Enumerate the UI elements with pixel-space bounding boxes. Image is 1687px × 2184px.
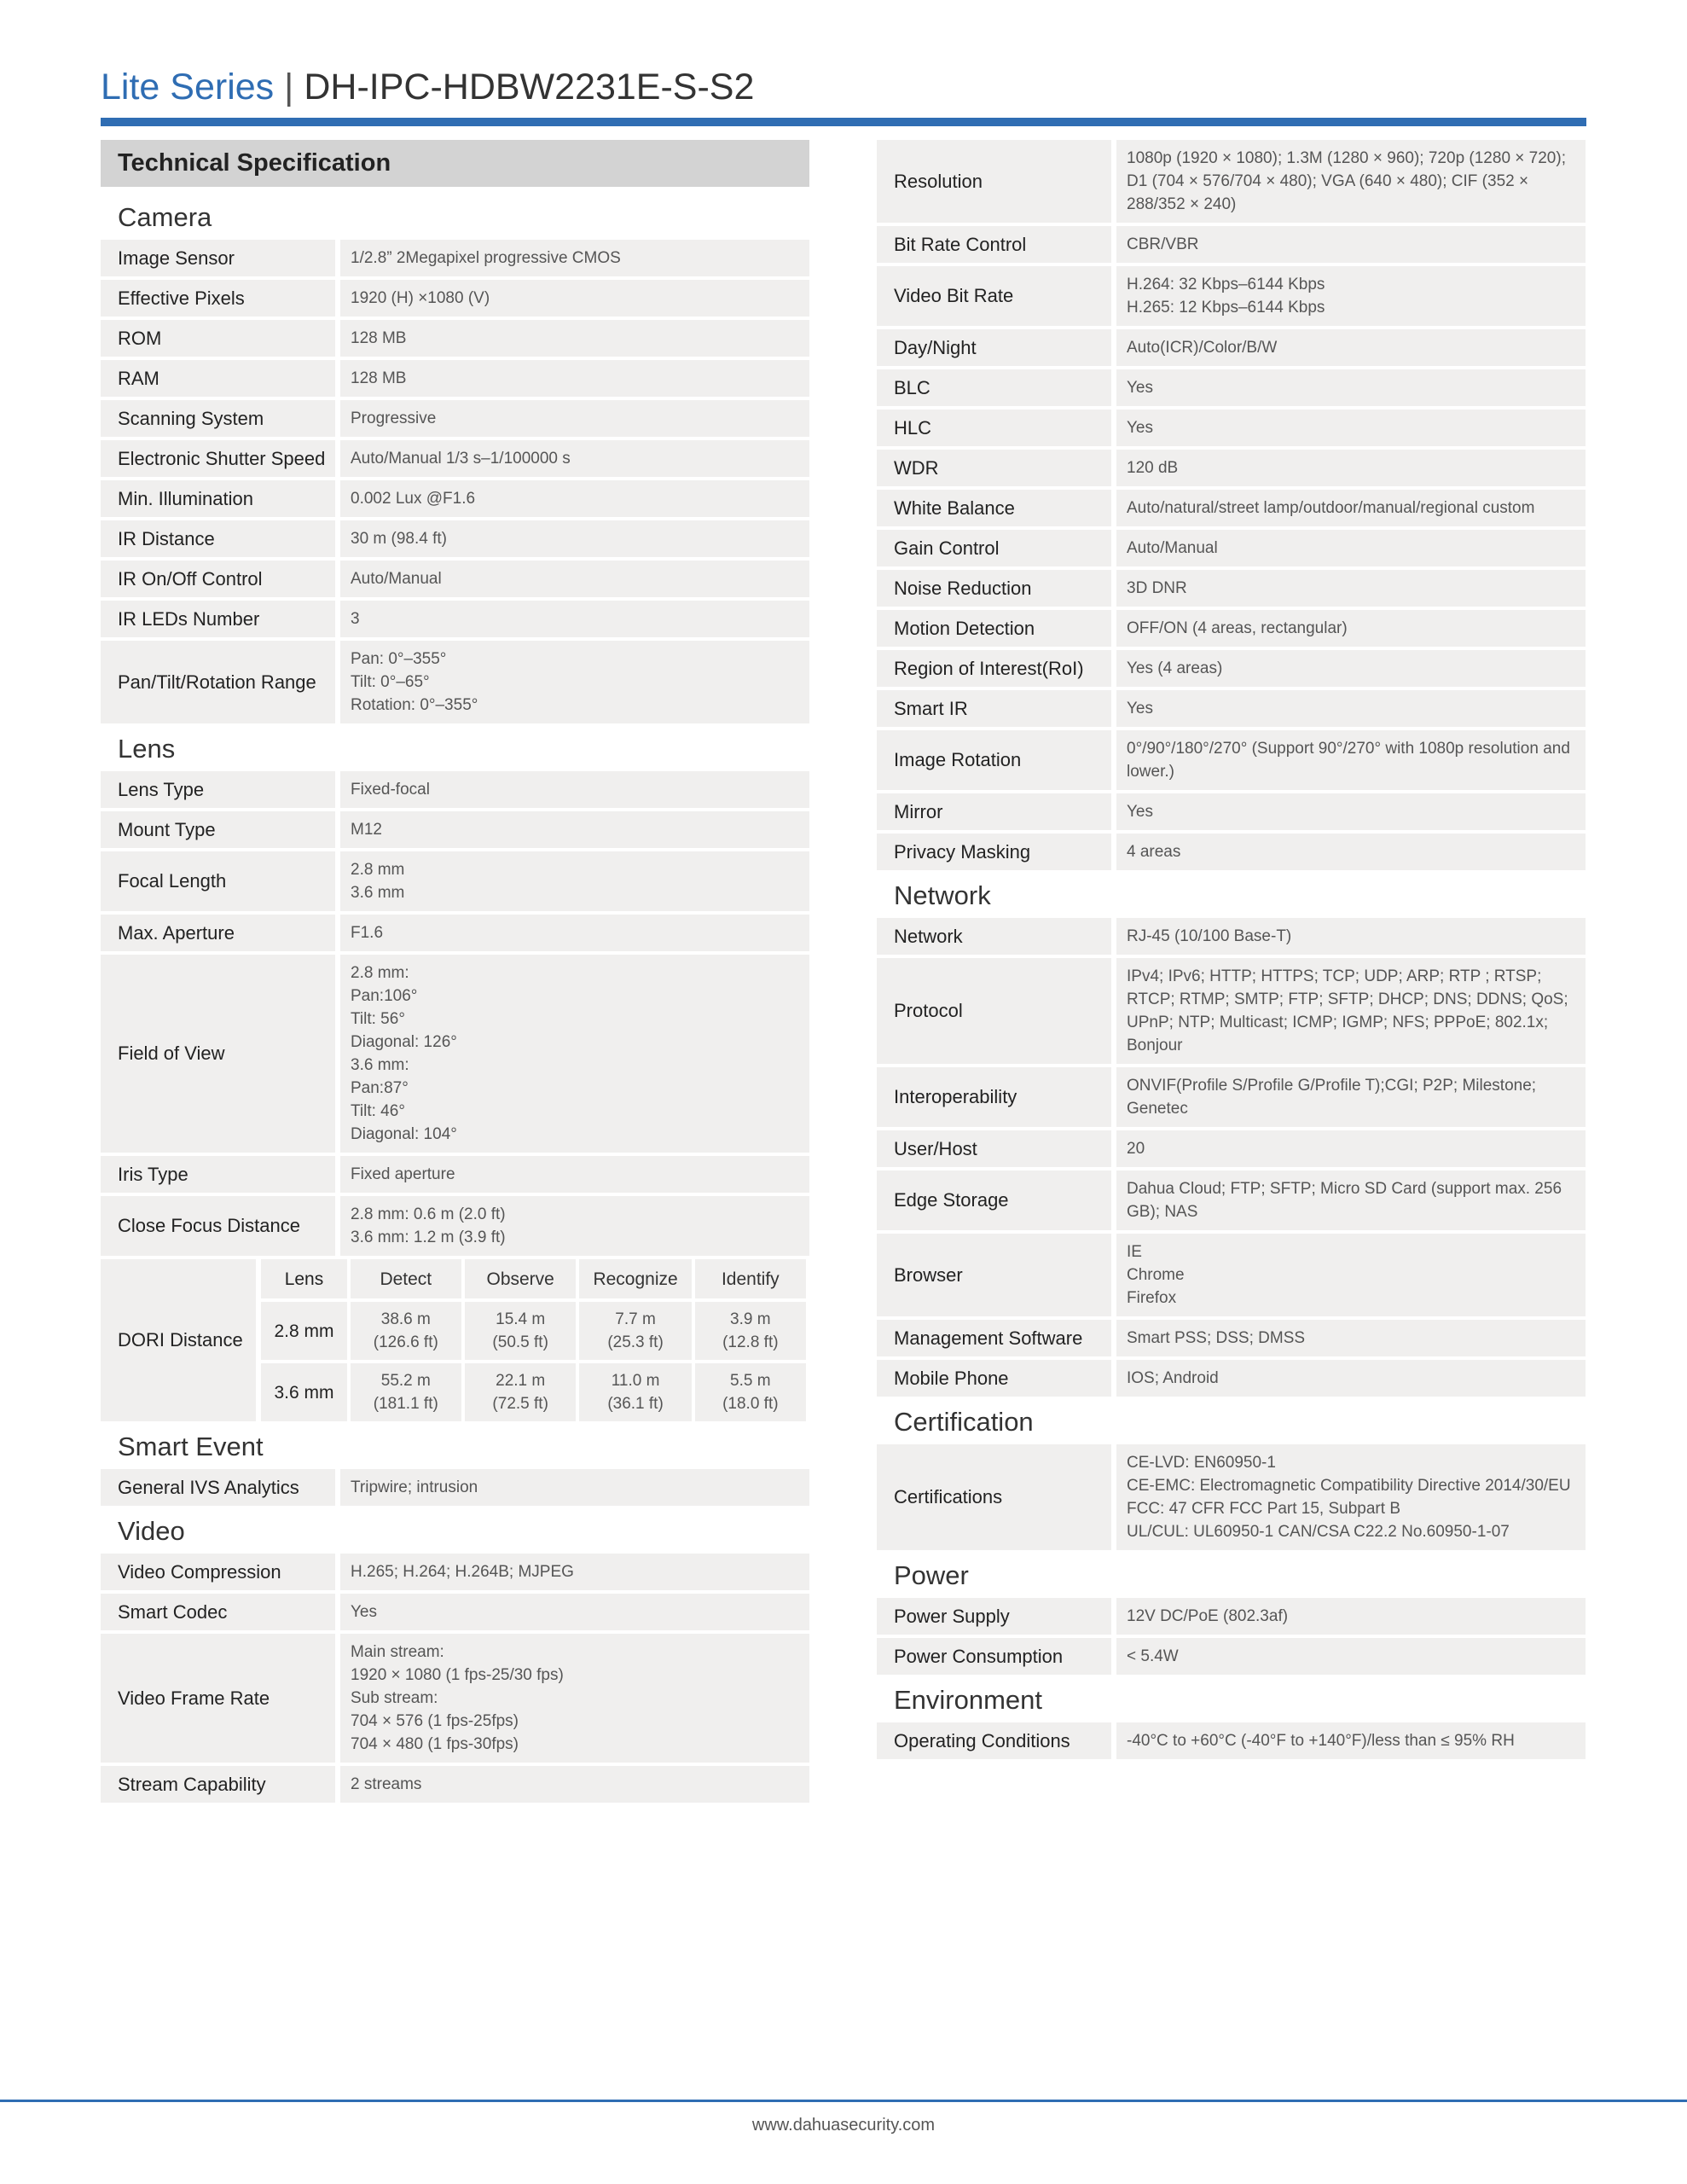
- spec-value: 2.8 mm 3.6 mm: [340, 851, 809, 911]
- spec-value: Smart PSS; DSS; DMSS: [1116, 1320, 1586, 1356]
- spec-value: Auto/natural/street lamp/outdoor/manual/regional custom: [1116, 490, 1586, 526]
- spec-value: Yes: [1116, 369, 1586, 406]
- dori-lens-header: Lens: [261, 1259, 347, 1298]
- spec-value: 1/2.8” 2Megapixel progressive CMOS: [340, 240, 809, 276]
- section-environment: Environment: [894, 1685, 1043, 1715]
- spec-value: Auto/Manual: [340, 561, 809, 597]
- spec-label: Bit Rate Control: [877, 226, 1111, 263]
- spec-value: 128 MB: [340, 360, 809, 397]
- dori-cell: 55.2 m (181.1 ft): [351, 1360, 461, 1421]
- spec-row-image-rotation: [877, 730, 1586, 790]
- dori-cell: 22.1 m (72.5 ft): [465, 1360, 577, 1421]
- spec-label: Network: [877, 918, 1111, 955]
- spec-row-network: [877, 918, 1586, 955]
- spec-label: Interoperability: [877, 1067, 1111, 1127]
- document-header: [101, 67, 754, 118]
- spec-label: Pan/Tilt/Rotation Range: [101, 641, 335, 723]
- spec-value: CE-LVD: EN60950-1 CE-EMC: Electromagnetic Compatibility Directive 2014/30/EU FCC: 47 CFR FCC Part 15, Subpart B UL/CUL: UL60950-1 CAN/CSA C22.2 No.60950-1-07: [1116, 1444, 1586, 1550]
- spec-value: Auto/Manual 1/3 s–1/100000 s: [340, 440, 809, 477]
- spec-label: Video Compression: [101, 1554, 335, 1590]
- spec-row-edge-storage: [877, 1170, 1586, 1230]
- spec-value: RJ-45 (10/100 Base-T): [1116, 918, 1586, 955]
- footer-url: www.dahuasecurity.com: [751, 2116, 936, 2135]
- header-separator: |: [284, 67, 294, 107]
- spec-row-lens-type: [101, 771, 809, 808]
- spec-value: IE Chrome Firefox: [1116, 1234, 1586, 1316]
- spec-value: IOS; Android: [1116, 1360, 1586, 1397]
- spec-row-white-balance: [877, 490, 1586, 526]
- spec-label: BLC: [877, 369, 1111, 406]
- dori-header-observe: Observe: [465, 1259, 577, 1298]
- spec-row-certifications: [877, 1444, 1586, 1550]
- spec-label: Management Software: [877, 1320, 1111, 1356]
- dori-cell: 3.9 m (12.8 ft): [695, 1298, 806, 1360]
- spec-label: Operating Conditions: [877, 1722, 1111, 1759]
- dori-cell: 7.7 m (25.3 ft): [579, 1298, 691, 1360]
- dori-header-detect: Detect: [351, 1259, 461, 1298]
- spec-row-general-ivs-analytics: [101, 1469, 809, 1506]
- spec-label: RAM: [101, 360, 335, 397]
- spec-label: Power Consumption: [877, 1638, 1111, 1675]
- spec-label: Max. Aperture: [101, 915, 335, 951]
- lens-specs: [101, 771, 809, 1256]
- spec-label: Focal Length: [101, 851, 335, 911]
- dori-label: DORI Distance: [101, 1259, 256, 1421]
- spec-label: Effective Pixels: [101, 280, 335, 317]
- environment-specs: [877, 1722, 1586, 1759]
- spec-row-interoperability: [877, 1067, 1586, 1127]
- spec-value: 0°/90°/180°/270° (Support 90°/270° with 1080p resolution and lower.): [1116, 730, 1586, 790]
- spec-row-ir-distance: [101, 520, 809, 557]
- dori-distance-row: [101, 1259, 809, 1421]
- spec-value: 3D DNR: [1116, 570, 1586, 607]
- spec-label: User/Host: [877, 1130, 1111, 1167]
- spec-row-region-of-interest-roi: [877, 650, 1586, 687]
- spec-row-effective-pixels: [101, 280, 809, 317]
- video-specs-right: [877, 140, 1586, 870]
- spec-row-blc: [877, 369, 1586, 406]
- spec-label: Resolution: [877, 140, 1111, 223]
- spec-label: Video Bit Rate: [877, 266, 1111, 326]
- spec-value: Main stream: 1920 × 1080 (1 fps-25/30 fps) Sub stream: 704 × 576 (1 fps-25fps) 704 × 480 (1 fps-30fps): [340, 1634, 809, 1763]
- spec-label: Region of Interest(RoI): [877, 650, 1111, 687]
- spec-row-day-night: [877, 329, 1586, 366]
- section-smart-event: Smart Event: [118, 1432, 264, 1461]
- spec-row-video-frame-rate: [101, 1634, 809, 1763]
- spec-label: Field of View: [101, 955, 335, 1153]
- spec-row-hlc: [877, 410, 1586, 446]
- spec-label: IR LEDs Number: [101, 601, 335, 637]
- spec-label: Electronic Shutter Speed: [101, 440, 335, 477]
- dori-header-identify: Identify: [695, 1259, 806, 1298]
- spec-value: 1080p (1920 × 1080); 1.3M (1280 × 960); 720p (1280 × 720); D1 (704 × 576/704 × 480); VGA (640 × 480); CIF (352 × 288/352 × 240): [1116, 140, 1586, 223]
- series-name: Lite Series: [101, 67, 275, 107]
- spec-label: Protocol: [877, 958, 1111, 1064]
- video-specs-left: [101, 1554, 809, 1803]
- spec-label: Smart Codec: [101, 1594, 335, 1630]
- spec-row-video-bit-rate: [877, 266, 1586, 326]
- spec-row-management-software: [877, 1320, 1586, 1356]
- spec-value: Fixed aperture: [340, 1156, 809, 1193]
- spec-label: Min. Illumination: [101, 480, 335, 517]
- section-video: Video: [118, 1516, 185, 1546]
- spec-row-pan-tilt-rotation-range: [101, 641, 809, 723]
- spec-value: 0.002 Lux @F1.6: [340, 480, 809, 517]
- spec-row-power-consumption: [877, 1638, 1586, 1675]
- spec-row-resolution: [877, 140, 1586, 223]
- header-rule: [101, 118, 1586, 126]
- dori-cell: 11.0 m (36.1 ft): [579, 1360, 691, 1421]
- spec-value: Auto(ICR)/Color/B/W: [1116, 329, 1586, 366]
- spec-label: General IVS Analytics: [101, 1469, 335, 1506]
- left-column: [101, 140, 809, 1806]
- spec-row-mobile-phone: [877, 1360, 1586, 1397]
- spec-row-image-sensor: [101, 240, 809, 276]
- smart-event-specs: [101, 1469, 809, 1506]
- model-name: DH-IPC-HDBW2231E-S-S2: [304, 67, 755, 107]
- spec-value: Yes: [1116, 410, 1586, 446]
- spec-row-video-compression: [101, 1554, 809, 1590]
- spec-label: Privacy Masking: [877, 834, 1111, 870]
- spec-label: Mount Type: [101, 811, 335, 848]
- spec-row-power-supply: [877, 1598, 1586, 1635]
- spec-row-motion-detection: [877, 610, 1586, 647]
- spec-value: -40°C to +60°C (-40°F to +140°F)/less than ≤ 95% RH: [1116, 1722, 1586, 1759]
- dori-cell: 5.5 m (18.0 ft): [695, 1360, 806, 1421]
- spec-value: IPv4; IPv6; HTTP; HTTPS; TCP; UDP; ARP; RTP ; RTSP; RTCP; RTMP; SMTP; FTP; SFTP; DHCP; DNS; DDNS; QoS; UPnP; NTP; Multicast; ICMP; IGMP; NFS; PPPoE; 802.1x; Bonjour: [1116, 958, 1586, 1064]
- spec-value: Pan: 0°–355° Tilt: 0°–65° Rotation: 0°–355°: [340, 641, 809, 723]
- spec-value: 2.8 mm: 0.6 m (2.0 ft) 3.6 mm: 1.2 m (3.9 ft): [340, 1196, 809, 1256]
- spec-row-browser: [877, 1234, 1586, 1316]
- spec-value: Fixed-focal: [340, 771, 809, 808]
- spec-row-bit-rate-control: [877, 226, 1586, 263]
- spec-value: 3: [340, 601, 809, 637]
- spec-value: 2 streams: [340, 1766, 809, 1803]
- spec-row-protocol: [877, 958, 1586, 1064]
- section-lens: Lens: [118, 734, 176, 764]
- spec-value: 12V DC/PoE (802.3af): [1116, 1598, 1586, 1635]
- spec-label: Day/Night: [877, 329, 1111, 366]
- dori-table: [258, 1259, 809, 1421]
- spec-value: ONVIF(Profile S/Profile G/Profile T);CGI; P2P; Milestone; Genetec: [1116, 1067, 1586, 1127]
- spec-row-iris-type: [101, 1156, 809, 1193]
- spec-row-ram: [101, 360, 809, 397]
- spec-row-smart-ir: [877, 690, 1586, 727]
- spec-value: OFF/ON (4 areas, rectangular): [1116, 610, 1586, 647]
- section-camera: Camera: [118, 202, 212, 232]
- spec-label: IR Distance: [101, 520, 335, 557]
- spec-row-close-focus-distance: [101, 1196, 809, 1256]
- spec-value: < 5.4W: [1116, 1638, 1586, 1675]
- spec-label: Gain Control: [877, 530, 1111, 566]
- spec-value: Auto/Manual: [1116, 530, 1586, 566]
- power-specs: [877, 1598, 1586, 1675]
- spec-row-privacy-masking: [877, 834, 1586, 870]
- spec-label: HLC: [877, 410, 1111, 446]
- spec-row-min-illumination: [101, 480, 809, 517]
- spec-label: Scanning System: [101, 400, 335, 437]
- section-network: Network: [894, 880, 991, 910]
- spec-value: CBR/VBR: [1116, 226, 1586, 263]
- spec-label: Image Sensor: [101, 240, 335, 276]
- spec-label: WDR: [877, 450, 1111, 486]
- dori-header-recognize: Recognize: [579, 1259, 691, 1298]
- spec-label: Close Focus Distance: [101, 1196, 335, 1256]
- spec-row-mirror: [877, 793, 1586, 830]
- spec-value: Progressive: [340, 400, 809, 437]
- spec-row-user-host: [877, 1130, 1586, 1167]
- spec-label: Motion Detection: [877, 610, 1111, 647]
- spec-row-rom: [101, 320, 809, 357]
- spec-row-max-aperture: [101, 915, 809, 951]
- spec-value: 4 areas: [1116, 834, 1586, 870]
- spec-row-scanning-system: [101, 400, 809, 437]
- spec-value: 120 dB: [1116, 450, 1586, 486]
- spec-value: 1920 (H) ×1080 (V): [340, 280, 809, 317]
- spec-row-gain-control: [877, 530, 1586, 566]
- spec-label: White Balance: [877, 490, 1111, 526]
- network-specs: [877, 918, 1586, 1397]
- spec-label: Edge Storage: [877, 1170, 1111, 1230]
- spec-label: Iris Type: [101, 1156, 335, 1193]
- section-power: Power: [894, 1560, 969, 1590]
- spec-row-wdr: [877, 450, 1586, 486]
- spec-label: Power Supply: [877, 1598, 1111, 1635]
- spec-label: Mirror: [877, 793, 1111, 830]
- spec-row-focal-length: [101, 851, 809, 911]
- spec-row-stream-capability: [101, 1766, 809, 1803]
- spec-label: ROM: [101, 320, 335, 357]
- dori-lens-3-6: 3.6 mm: [261, 1360, 347, 1421]
- spec-value: Yes: [1116, 793, 1586, 830]
- spec-label: Stream Capability: [101, 1766, 335, 1803]
- spec-label: Certifications: [877, 1444, 1111, 1550]
- spec-label: Mobile Phone: [877, 1360, 1111, 1397]
- spec-value: F1.6: [340, 915, 809, 951]
- dori-cell: 15.4 m (50.5 ft): [465, 1298, 577, 1360]
- spec-label: IR On/Off Control: [101, 561, 335, 597]
- spec-row-mount-type: [101, 811, 809, 848]
- spec-row-ir-on-off-control: [101, 561, 809, 597]
- spec-label: Noise Reduction: [877, 570, 1111, 607]
- spec-value: Dahua Cloud; FTP; SFTP; Micro SD Card (support max. 256 GB); NAS: [1116, 1170, 1586, 1230]
- spec-title: Technical Specification: [101, 140, 809, 187]
- spec-value: H.264: 32 Kbps–6144 Kbps H.265: 12 Kbps–6144 Kbps: [1116, 266, 1586, 326]
- dori-cell: 38.6 m (126.6 ft): [351, 1298, 461, 1360]
- right-column: [877, 140, 1586, 1763]
- spec-row-smart-codec: [101, 1594, 809, 1630]
- spec-value: Yes: [1116, 690, 1586, 727]
- spec-row-ir-leds-number: [101, 601, 809, 637]
- spec-row-field-of-view: [101, 955, 809, 1153]
- spec-row-noise-reduction: [877, 570, 1586, 607]
- spec-value: Yes (4 areas): [1116, 650, 1586, 687]
- footer-rule: [0, 2100, 1687, 2102]
- spec-value: 30 m (98.4 ft): [340, 520, 809, 557]
- spec-label: Lens Type: [101, 771, 335, 808]
- camera-specs: [101, 240, 809, 723]
- spec-value: H.265; H.264; H.264B; MJPEG: [340, 1554, 809, 1590]
- spec-value: 2.8 mm: Pan:106° Tilt: 56° Diagonal: 126° 3.6 mm: Pan:87° Tilt: 46° Diagonal: 104°: [340, 955, 809, 1153]
- spec-label: Image Rotation: [877, 730, 1111, 790]
- spec-row-operating-conditions: [877, 1722, 1586, 1759]
- spec-value: Yes: [340, 1594, 809, 1630]
- spec-value: 20: [1116, 1130, 1586, 1167]
- section-certification: Certification: [894, 1407, 1034, 1437]
- spec-value: 128 MB: [340, 320, 809, 357]
- dori-lens-2-8: 2.8 mm: [261, 1298, 347, 1360]
- spec-value: M12: [340, 811, 809, 848]
- spec-value: Tripwire; intrusion: [340, 1469, 809, 1506]
- spec-label: Video Frame Rate: [101, 1634, 335, 1763]
- spec-label: Browser: [877, 1234, 1111, 1316]
- spec-label: Smart IR: [877, 690, 1111, 727]
- certification-specs: [877, 1444, 1586, 1550]
- spec-row-electronic-shutter-speed: [101, 440, 809, 477]
